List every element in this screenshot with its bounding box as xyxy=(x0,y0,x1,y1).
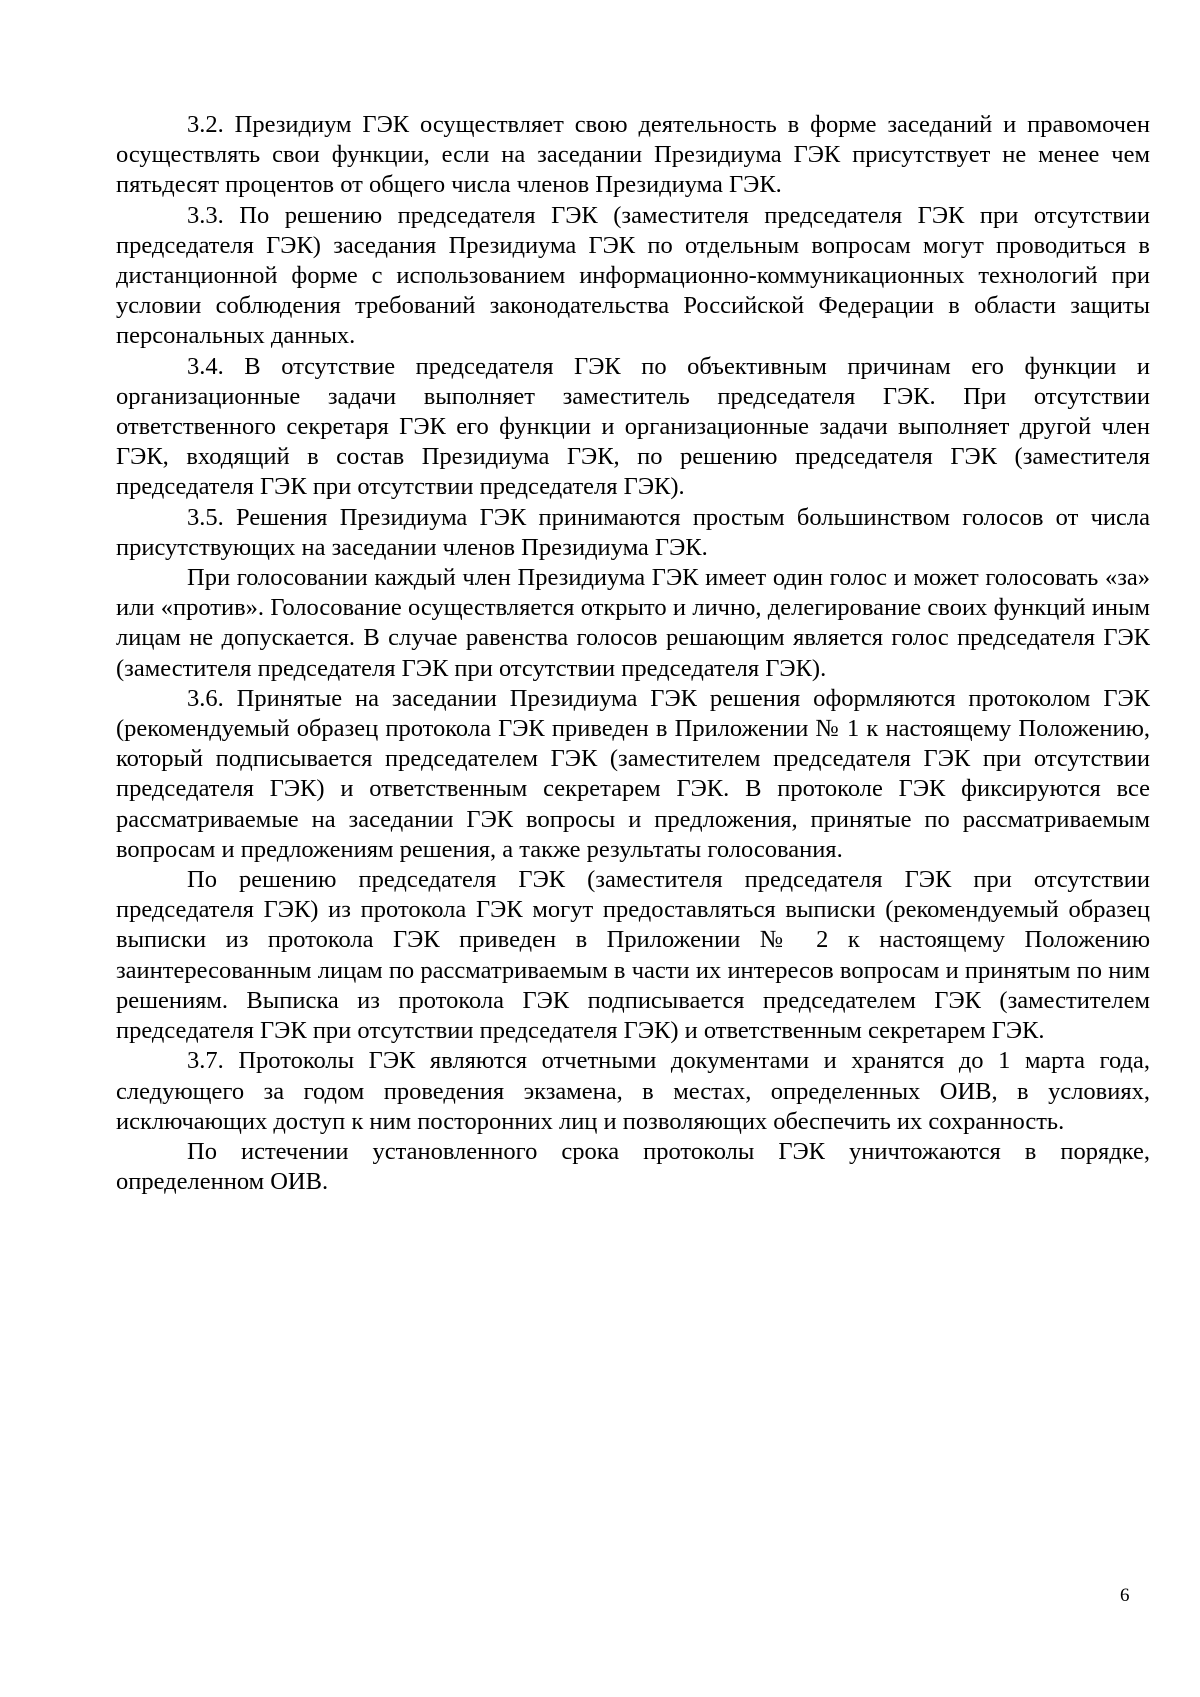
paragraph-3-5: 3.5. Решения Президиума ГЭК принимаются простым большинством голосов от числа присутствующих на заседании членов Президиума ГЭК. xyxy=(116,503,1150,561)
paragraph-3-7: 3.7. Протоколы ГЭК являются отчетными документами и хранятся до 1 марта года, следующего за годом проведения экзамена, в местах, определенных ОИВ, в условиях, исключающих доступ к ним посторонних лиц и позволяющих обеспечить их сохранность. xyxy=(116,1047,1150,1135)
paragraph-voting: При голосовании каждый член Президиума ГЭК имеет один голос и может голосовать «за» или «против». Голосование осуществляется открыто и лично, делегирование своих функций иным лицам не допускается. В случае равенства голосов решающим является голос председателя ГЭК (заместителя председателя ГЭК при отсутствии председателя ГЭК). xyxy=(116,564,1150,682)
paragraph-extracts: По решению председателя ГЭК (заместителя председателя ГЭК при отсутствии председателя ГЭК) из протокола ГЭК могут предоставляться выписки (рекомендуемый образец выписки из протокола ГЭК приведен в Приложении № 2 к настоящему Положению заинтересованным лицам по рассматриваемым в части их интересов вопросам и принятым по ним решениям. Выписка из протокола ГЭК подписывается председателем ГЭК (заместителем председателя ГЭК при отсутствии председателя ГЭК) и ответственным секретарем ГЭК. xyxy=(116,866,1150,1045)
paragraph-3-6: 3.6. Принятые на заседании Президиума ГЭК решения оформляются протоколом ГЭК (рекомендуемый образец протокола ГЭК приведен в Приложении № 1 к настоящему Положению, который подписывается председателем ГЭК (заместителем председателя ГЭК при отсутствии председателя ГЭК) и ответственным секретарем ГЭК. В протоколе ГЭК фиксируются все рассматриваемые на заседании ГЭК вопросы и предложения, принятые по рассматриваемым вопросам и предложениям решения, а также результаты голосования. xyxy=(116,684,1150,863)
paragraph-destruction: По истечении установленного срока протоколы ГЭК уничтожаются в порядке, определенном ОИВ. xyxy=(116,1137,1150,1196)
paragraph-3-4: 3.4. В отсутствие председателя ГЭК по объективным причинам его функции и организационные задачи выполняет заместитель председателя ГЭК. При отсутствии ответственного секретаря ГЭК его функции и организационные задачи выполняет другой член ГЭК, входящий в состав Президиума ГЭК, по решению председателя ГЭК (заместителя председателя ГЭК при отсутствии председателя ГЭК). xyxy=(116,352,1150,501)
document-body xyxy=(116,110,1150,1197)
paragraph-3-3: 3.3. По решению председателя ГЭК (заместителя председателя ГЭК при отсутствии председателя ГЭК) заседания Президиума ГЭК по отдельным вопросам могут проводиться в дистанционной форме с использованием информационно-коммуникационных технологий при условии соблюдения требований законодательства Российской Федерации в области защиты персональных данных. xyxy=(116,201,1150,350)
paragraph-3-2: 3.2. Президиум ГЭК осуществляет свою деятельность в форме заседаний и правомочен осуществлять свои функции, если на заседании Президиума ГЭК присутствует не менее чем пятьдесят процентов от общего числа членов Президиума ГЭК. xyxy=(116,111,1150,199)
page-number: 6 xyxy=(1120,1585,1130,1606)
